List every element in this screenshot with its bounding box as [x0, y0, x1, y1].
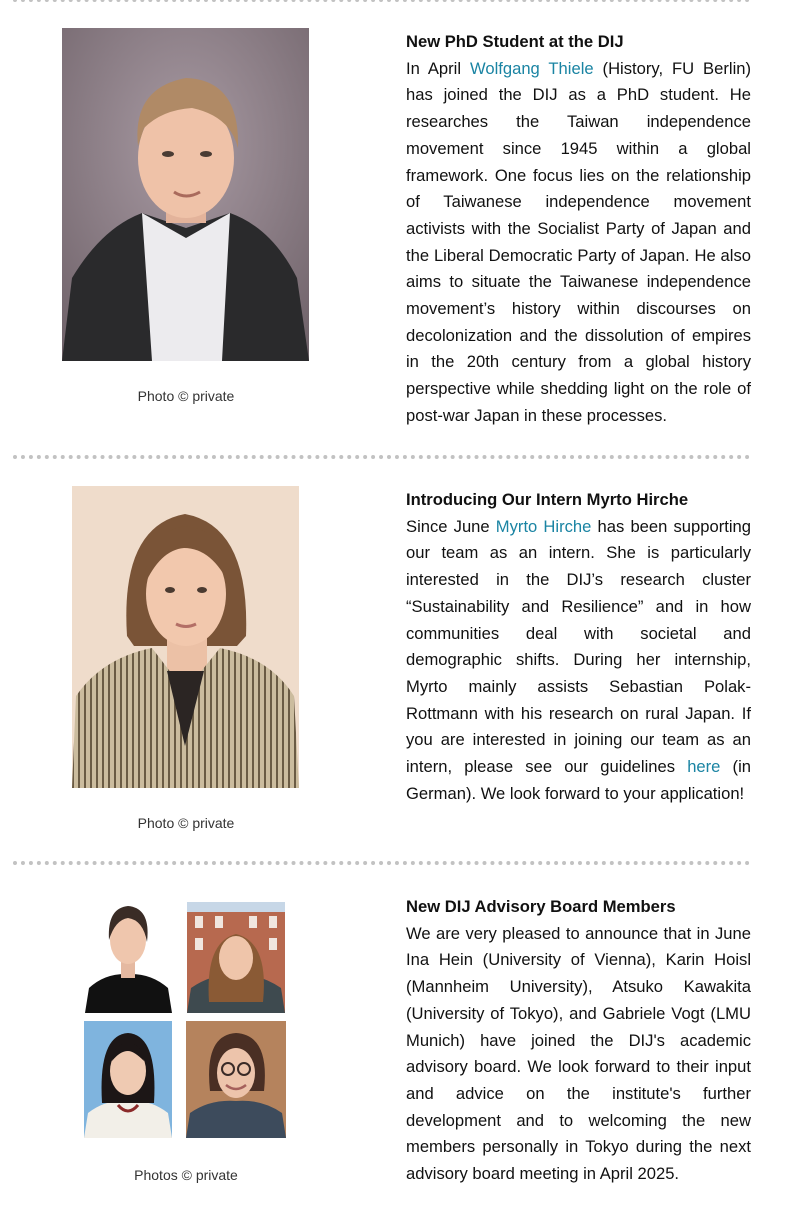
article-advisory-board — [406, 894, 751, 1188]
article-body: In April Wolfgang Thiele (History, FU Berlin) has joined the DIJ as a PhD student. He researches the Taiwan independence movement since 1945 within a global framework. One focus lies on the relationship of Taiwanese independence movement activists with the Socialist Party of Japan and the Liberal Democratic Party of Japan. He also aims to situate the Taiwanese independence movement’s history within discourses on decolonization and the dissolution of empires in the 20th century from a global history perspective while shedding light on the role of post-war Japan in these processes. — [406, 58, 752, 425]
person-link-wolfgang-thiele[interactable]: Wolfgang Thiele — [469, 58, 594, 78]
photos-caption: Photos © private — [134, 1167, 238, 1183]
article-title: New DIJ Advisory Board Members — [406, 897, 676, 916]
portrait-photo-ina-hein — [85, 898, 172, 1013]
guidelines-link[interactable]: here — [687, 757, 721, 777]
portrait-photo-gabriele-vogt — [186, 1021, 286, 1138]
article-body: We are very pleased to announce that in June Ina Hein (University of Vienna), Karin Hoisl (Mannheim University), Atsuko Kawakita (University of Tokyo), and Gabriele Vogt (LMU Munich) have joined the DIJ's academic advisory board. We look forward to their input and advice on the institute's further development and to welcoming the new members personally in Tokyo during the next advisory board meeting in April 2025. — [406, 923, 751, 1184]
section-divider — [13, 455, 750, 459]
portrait-photo-myrto-hirche — [72, 486, 299, 788]
section-divider — [13, 861, 750, 865]
photo-caption: Photo © private — [137, 388, 235, 404]
photo-caption: Photo © private — [137, 815, 235, 831]
person-link-myrto-hirche[interactable]: Myrto Hirche — [495, 516, 592, 536]
portrait-photo-atsuko-kawakita — [84, 1021, 172, 1138]
portrait-photo-wolfgang-thiele — [62, 28, 309, 361]
top-divider — [13, 0, 750, 2]
article-body: Since June Myrto Hirche has been supporting our team as an intern. She is particularly interested in the DIJ’s research cluster “Sustainability and Resilience” and in how communities deal with societal and demographic shifts. During her internship, Myrto mainly assists Sebastian Polak-Rottmann with his research on rural Japan. If you are interested in joining our team as an intern, please see our guidelines here (in German). We look forward to your application! — [406, 516, 751, 803]
article-title: New PhD Student at the DIJ — [406, 32, 624, 51]
portrait-photo-karin-hoisl — [187, 902, 285, 1013]
article-title: Introducing Our Intern Myrto Hirche — [406, 490, 689, 509]
article-phd-student — [406, 29, 751, 430]
article-intern — [406, 487, 751, 807]
